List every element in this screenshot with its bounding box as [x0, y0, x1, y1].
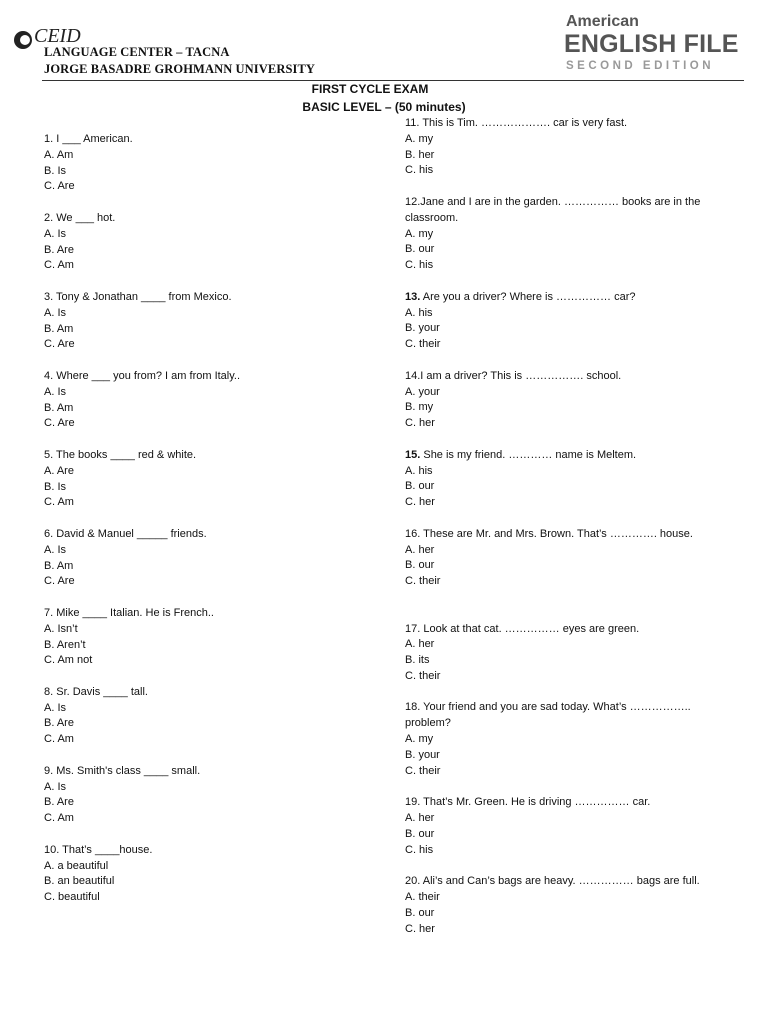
questions-right-column — [405, 116, 705, 953]
answer-option: C. Am — [44, 733, 74, 746]
answer-option: C. Am — [44, 812, 74, 825]
question-text: 17. Look at that cat. …………… eyes are green. — [405, 622, 640, 635]
question-text — [405, 290, 705, 306]
brand-main-text: ENGLISH FILE — [564, 30, 739, 58]
answer-option: C. their — [405, 764, 441, 777]
answer-option: B. our — [405, 480, 435, 493]
question-text: 16. These are Mr. and Mrs. Brown. That’s …………. house. — [405, 527, 693, 540]
answer-option: C. her — [405, 922, 435, 935]
answer-option: B. Are — [44, 796, 74, 809]
answer-option: C. Are — [44, 180, 75, 193]
question-item — [44, 369, 374, 432]
question-text: 11. This is Tim. ………………. car is very fast. — [405, 117, 628, 129]
answer-option: A. Are — [44, 464, 74, 477]
answer-option: C. Are — [44, 338, 75, 351]
question-text: 10. That’s ____house. — [44, 843, 153, 856]
question-item — [44, 290, 374, 353]
brand-edition-text: SECOND EDITION — [566, 60, 715, 72]
english-file-logo — [564, 13, 754, 72]
question-item — [44, 764, 374, 827]
question-number: 15. — [405, 448, 421, 461]
answer-option: C. Are — [44, 417, 75, 430]
answer-option: C. their — [405, 575, 441, 588]
question-item — [44, 527, 374, 590]
questions-left-column — [44, 132, 374, 922]
answer-option: B. her — [405, 148, 435, 161]
answer-option: A. her — [405, 812, 435, 825]
header-divider — [42, 80, 744, 81]
answer-option: B. an beautiful — [44, 875, 115, 888]
logo-text: CEID — [34, 25, 81, 47]
brand-top-text: American — [566, 13, 639, 30]
answer-option: A. Am — [44, 148, 74, 161]
question-item — [405, 795, 705, 858]
answer-option: A. Is — [44, 543, 67, 556]
question-number: 13. — [405, 290, 421, 303]
answer-option: C. Am — [44, 259, 74, 272]
answer-option: A. her — [405, 638, 435, 651]
answer-option: C. her — [405, 417, 435, 430]
question-item — [44, 606, 374, 669]
question-item — [405, 116, 705, 179]
answer-option: C. his — [405, 259, 434, 272]
question-text: 19. That’s Mr. Green. He is driving …………… car. — [405, 796, 651, 809]
question-item — [405, 622, 705, 685]
answer-option: B. Am — [44, 322, 74, 335]
answer-option: A. my — [405, 733, 434, 746]
answer-option: B. its — [405, 654, 430, 667]
question-item — [405, 700, 705, 779]
answer-option: C. beautiful — [44, 891, 100, 904]
university-name: JORGE BASADRE GROHMANN UNIVERSITY — [44, 62, 316, 76]
answer-option: A. my — [405, 227, 434, 240]
answer-option: A. Isn’t — [44, 622, 78, 635]
question-item — [44, 211, 374, 274]
question-text: 18. Your friend and you are sad today. What’s …………….. problem? — [405, 701, 691, 730]
question-item — [405, 195, 705, 274]
question-text: 1. I ___ American. — [44, 133, 133, 145]
exam-subtitle: BASIC LEVEL – (50 minutes) — [302, 100, 466, 114]
answer-option: C. Are — [44, 575, 75, 588]
question-text: 7. Mike ____ Italian. He is French.. — [44, 606, 214, 619]
answer-option: A. his — [405, 306, 433, 319]
question-text: 14.I am a driver? This is ……………. school. — [405, 369, 622, 382]
question-text: 3. Tony & Jonathan ____ from Mexico. — [44, 290, 232, 303]
answer-option: A. Is — [44, 385, 67, 398]
answer-option: B. Is — [44, 480, 67, 493]
answer-option: B. your — [405, 748, 440, 761]
question-item — [405, 290, 705, 353]
question-text: 12.Jane and I are in the garden. …………… books are in the classroom. — [405, 195, 701, 224]
answer-option: B. Aren’t — [44, 638, 86, 651]
answer-option: B. Am — [44, 401, 74, 414]
answer-option: B. my — [405, 401, 434, 414]
answer-option: B. Are — [44, 717, 74, 730]
question-item — [44, 448, 374, 511]
answer-option: A. Is — [44, 701, 67, 714]
answer-option: A. their — [405, 891, 440, 904]
exam-title: FIRST CYCLE EXAM — [311, 82, 429, 96]
question-text: 4. Where ___ you from? I am from Italy.. — [44, 369, 241, 382]
answer-option: B. our — [405, 559, 435, 572]
answer-option: C. her — [405, 496, 435, 509]
question-text: 8. Sr. Davis ____ tall. — [44, 685, 148, 698]
question-item — [44, 685, 374, 748]
question-body: Are you a driver? Where is …………… car? — [420, 290, 636, 303]
answer-option: A. my — [405, 132, 434, 145]
answer-option: C. his — [405, 843, 434, 856]
institution-name: LANGUAGE CENTER – TACNA — [44, 45, 230, 59]
answer-option: A. Is — [44, 227, 67, 240]
answer-option: B. our — [405, 906, 435, 919]
answer-option: B. your — [405, 322, 440, 335]
question-item — [44, 843, 374, 906]
answer-option: B. Are — [44, 243, 74, 256]
question-text — [405, 448, 705, 464]
answer-option: A. his — [405, 464, 433, 477]
answer-option: A. her — [405, 543, 435, 556]
answer-option: B. our — [405, 243, 435, 256]
answer-option: C. their — [405, 669, 441, 682]
question-body: She is my friend. ………… name is Meltem. — [420, 448, 637, 461]
question-text: 6. David & Manuel _____ friends. — [44, 527, 207, 540]
question-item — [405, 527, 705, 590]
question-item — [405, 448, 705, 511]
question-text: 20. Ali’s and Can’s bags are heavy. …………… bags are full. — [405, 875, 700, 888]
answer-option: B. our — [405, 827, 435, 840]
answer-option: C. his — [405, 164, 434, 177]
answer-option: B. Am — [44, 559, 74, 572]
question-item — [405, 369, 705, 432]
answer-option: A. Is — [44, 780, 67, 793]
question-item — [405, 874, 705, 937]
question-text: 2. We ___ hot. — [44, 211, 116, 224]
answer-option: A. your — [405, 385, 440, 398]
answer-option: B. Is — [44, 164, 67, 177]
answer-option: C. their — [405, 338, 441, 351]
answer-option: A. a beautiful — [44, 859, 109, 872]
question-text: 5. The books ____ red & white. — [44, 448, 197, 461]
answer-option: C. Am — [44, 496, 74, 509]
question-item — [44, 132, 374, 195]
answer-option: C. Am not — [44, 654, 93, 667]
question-text: 9. Ms. Smith's class ____ small. — [44, 764, 201, 777]
answer-option: A. Is — [44, 306, 67, 319]
